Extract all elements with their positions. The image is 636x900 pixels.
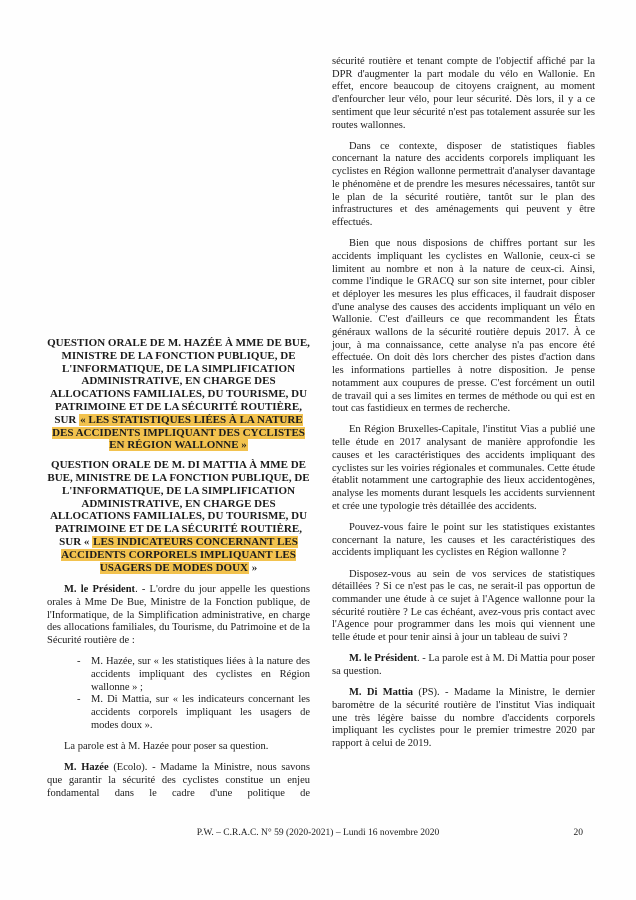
speaker-name: M. le Président xyxy=(64,584,136,596)
paragraph-text: Bien que nous disposions de chiffres portant sur les accidents impliquant les cyclistes en Wallonie, ceux-ci se limitent au nombre et non à la nature de ceux-ci. Ainsi, comme l'indique le GRACQ sur son site internet, pour cibler et déployer les mesures les plus efficaces, il faudrait disposer d'une analyse des causes des accidents impliquant un vélo en Wallonie. C'est d'ailleurs ce que recommandent les États généraux wallons de la sécurité routière depuis 2017. À ce jour, à ma connaissance, cette analyse n'a pas encore été effectuée. On doit dès lors chercher des pistes d'action dans les informations partielles à notre disposition. Je pense notamment aux coupures de presse. C'est forcément un outil de travail qui a ses limites en termes de méthode ou qui est en tout cas fastidieux en termes de recherche. xyxy=(332,238,595,415)
speaker-name: M. Hazée xyxy=(64,762,109,774)
agenda-item-text: M. Di Mattia, sur « les indicateurs concernant les accidents corporels impliquant les usagers de modes doux ». xyxy=(91,694,310,731)
paragraph-di-mattia xyxy=(332,687,595,751)
right-column xyxy=(332,56,595,751)
speaker-name: M. le Président xyxy=(349,653,417,665)
paragraph-president-intro xyxy=(47,584,310,648)
paragraph xyxy=(332,238,595,416)
heading-text: » xyxy=(248,561,258,574)
paragraph-hazee xyxy=(47,762,310,800)
highlighted-text: « LES STATISTIQUES LIÉES À LA NATURE DES ACCIDENTS IMPLIQUANT DES CYCLISTES EN RÉGION WALLONNE » xyxy=(52,413,305,452)
agenda-item-text: M. Hazée, sur « les statistiques liées à la nature des accidents impliquant des cyclistes en Région wallonne » ; xyxy=(91,656,310,693)
paragraph-text: Disposez-vous au sein de vos services de statistiques détaillées ? Si ce n'est pas le cas, ne serait-il pas opportun de commander une étude à ce sujet à l'Agence wallonne pour la sécurité routière ? Le cas échéant, avez-vous pris contact avec l'Agence pour programmer dans les mois qui viennent une telle étude et pour tenir ainsi à jour un tableau de suivi ? xyxy=(332,568,595,644)
paragraph-text: Dans ce contexte, disposer de statistiques fiables concernant la nature des accidents corporels impliquant les cyclistes en Région wallonne permettrait d'analyser davantage le phénomène et de prendre les mesures nécessaires, tantôt sur le plan de la sécurité routière, tantôt sur le plan des infrastructures et des aménagements qui peuvent y être effectués. xyxy=(332,140,595,228)
paragraph-text: (Ecolo). - Madame la Ministre, nous savons que garantir la sécurité des cyclistes constitue un enjeu fondamental dans le cadre d'une politique de xyxy=(47,762,310,799)
question-heading-2 xyxy=(47,459,310,574)
list-dash: - xyxy=(77,656,81,668)
agenda-list xyxy=(47,656,310,732)
paragraph-text: (PS). - Madame la Ministre, le dernier baromètre de la sécurité routière de l'institut Vias indiquait une très légère baisse du nombre d'accidents corporels impliquant les cyclistes pour le premier trimestre 2020 par rapport à celui de 2019. xyxy=(332,687,595,749)
paragraph xyxy=(332,424,595,513)
agenda-item xyxy=(47,694,310,732)
list-dash: - xyxy=(77,694,81,706)
heading-text: QUESTION ORALE DE M. DI MATTIA À MME DE BUE, MINISTRE DE LA FONCTION PUBLIQUE, DE L'INFORMATIQUE, DE LA SIMPLIFICATION ADMINISTRATIVE, EN CHARGE DES ALLOCATIONS FAMILIALES, DU TOURISME, DU PATRIMOINE ET DE LA SÉCURITÉ ROUTIÈRE, SUR « xyxy=(47,459,310,548)
paragraph-text: En Région Bruxelles-Capitale, l'institut Vias a publié une telle étude en 2017 analysant de manière approfondie les causes et les caractéristiques des accidents impliquant des cyclistes sur les voiries régionales et communales. Cette étude établit notamment une cartographie des lieux accidentogènes, analyse les moments durant lesquels les accidents surviennent et crée une typologie très détaillée des accidents. xyxy=(332,424,595,512)
paragraph-president xyxy=(332,653,595,678)
page-number: 20 xyxy=(573,828,583,838)
paragraph xyxy=(332,141,595,230)
paragraph xyxy=(332,569,595,645)
agenda-item xyxy=(47,656,310,694)
paragraph-text: Pouvez-vous faire le point sur les statistiques existantes concernant la nature, les causes et les caractéristiques des accidents impliquant les cyclistes en Région wallonne ? xyxy=(332,521,595,559)
question-heading-1 xyxy=(47,337,310,452)
paragraph xyxy=(332,56,595,132)
left-column xyxy=(47,337,310,800)
heading-text: QUESTION ORALE DE M. HAZÉE À MME DE BUE, MINISTRE DE LA FONCTION PUBLIQUE, DE L'INFORMATIQUE, DE LA SIMPLIFICATION ADMINISTRATIVE, EN CHARGE DES ALLOCATIONS FAMILIALES, DU TOURISME, DU PATRIMOINE ET DE LA SÉCURITÉ ROUTIÈRE, SUR xyxy=(47,337,310,426)
paragraph-text: . - L'ordre du jour appelle les questions orales à Mme De Bue, Ministre de la Fonction publique, de l'Informatique, de la Simplification administrative, en charge des allocations familiales, du Tourisme, du Patrimoine et de la Sécurité routière de : xyxy=(47,584,310,647)
paragraph-parole xyxy=(47,741,310,754)
footer-reference: P.W. – C.R.A.C. N° 59 (2020-2021) – Lundi 16 novembre 2020 xyxy=(196,828,440,838)
paragraph xyxy=(332,522,595,560)
speaker-name: M. Di Mattia xyxy=(349,687,414,699)
highlighted-text: LES INDICATEURS CONCERNANT LES ACCIDENTS CORPORELS IMPLIQUANT LES USAGERS DE MODES DOUX xyxy=(61,535,298,574)
paragraph-text: sécurité routière et tenant compte de l'objectif affiché par la DPR d'augmenter la part modale du vélo en Wallonie. En effet, encore beaucoup de citoyens craignent, au moment d'enfourcher leur vélo, pour leur sécurité. Dès lors, il y a ce sentiment que leur sécurité n'est pas totalement assurée sur les routes wallonnes. xyxy=(332,56,595,131)
paragraph-text: . - La parole est à M. Di Mattia pour poser sa question. xyxy=(332,653,595,677)
paragraph-text: La parole est à M. Hazée pour poser sa question. xyxy=(64,741,269,753)
